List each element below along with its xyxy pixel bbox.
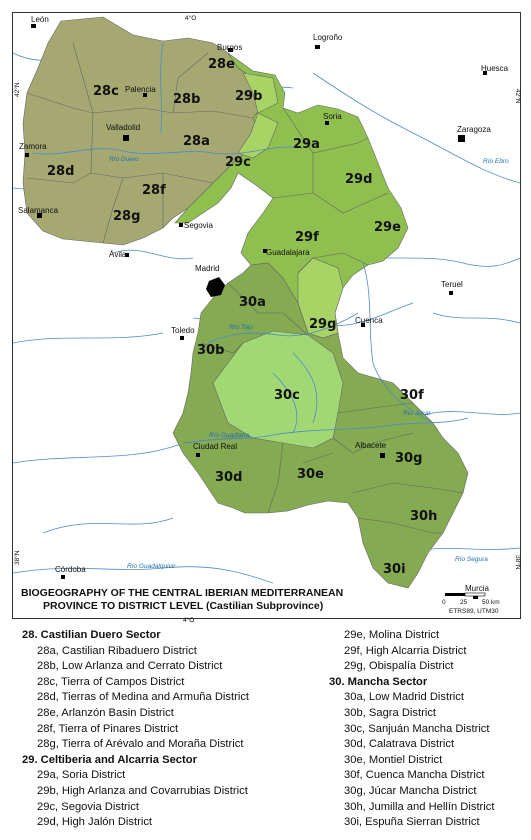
legend-district-item: 30i, Espuña Sierran District bbox=[344, 816, 480, 829]
district-label-30f: 30f bbox=[400, 388, 424, 403]
district-label-28g: 28g bbox=[113, 209, 141, 224]
district-label-28d: 28d bbox=[47, 164, 75, 179]
city-label: León bbox=[31, 15, 49, 24]
legend-district-item: 29d, High Jalón District bbox=[37, 816, 153, 829]
map-title-line-1: BIOGEOGRAPHY OF THE CENTRAL IBERIAN MEDITERRANEAN bbox=[21, 587, 344, 599]
scale-segment bbox=[445, 593, 465, 596]
legend-sector-heading: 29. Celtiberia and Alcarria Sector bbox=[22, 753, 197, 766]
city-label: Ciudad Real bbox=[193, 442, 238, 451]
map-title bbox=[21, 587, 343, 612]
legend-district-item: 29a, Soria District bbox=[37, 769, 126, 782]
legend-district-item: 30f, Cuenca Mancha District bbox=[344, 769, 485, 782]
legend-district-item: 30c, Sanjuán Mancha District bbox=[344, 722, 490, 735]
scale-segment bbox=[465, 593, 485, 596]
district-label-28b: 28b bbox=[173, 92, 201, 107]
legend-district-item: 29e, Molina District bbox=[344, 629, 440, 641]
lat-label-right: 42°N bbox=[514, 89, 521, 104]
district-label-28c: 28c bbox=[93, 84, 119, 99]
river-label: Río Ebro bbox=[483, 158, 509, 165]
city-label: Logroño bbox=[313, 33, 343, 42]
city-label: Ávila bbox=[109, 250, 127, 259]
legend-district-item: 29g, Obispalía District bbox=[344, 660, 454, 673]
river-label: Río Guadalquivir bbox=[127, 563, 176, 570]
scale-label: 25 bbox=[460, 599, 468, 606]
river-line bbox=[13, 333, 163, 343]
river-label: Río Duero bbox=[109, 156, 139, 163]
city-marker bbox=[315, 45, 320, 49]
legend-sector-heading: 28. Castilian Duero Sector bbox=[22, 629, 161, 641]
scale-bar bbox=[442, 593, 500, 615]
city-label: Toledo bbox=[171, 326, 195, 335]
district-label-29c: 29c bbox=[225, 155, 251, 170]
map-title-line-2: PROVINCE TO DISTRICT LEVEL (Castilian Subprovince) bbox=[43, 600, 324, 612]
city-marker bbox=[458, 135, 465, 142]
district-label-28f: 28f bbox=[142, 183, 166, 198]
legend-district-item: 29c, Segovia District bbox=[37, 800, 139, 813]
city-marker bbox=[180, 336, 184, 340]
lat-label-left: 42°N bbox=[14, 82, 21, 97]
legend-district-item: 30a, Low Madrid District bbox=[344, 691, 464, 704]
scale-label: 0 bbox=[442, 599, 446, 606]
legend-district-item: 29b, High Arlanza and Covarrubias District bbox=[37, 784, 248, 797]
city-label: Burgos bbox=[217, 43, 243, 52]
river-line bbox=[43, 518, 173, 533]
city-label: Soria bbox=[323, 112, 342, 121]
legend-column-1 bbox=[22, 628, 249, 831]
biogeography-map bbox=[13, 13, 520, 618]
city-marker bbox=[449, 291, 453, 295]
legend-district-item: 30h, Jumilla and Hellín District bbox=[344, 800, 495, 813]
city-label: Cuenca bbox=[355, 316, 383, 325]
district-label-30d: 30d bbox=[215, 470, 243, 485]
district-label-29d: 29d bbox=[345, 172, 373, 187]
city-label: Valladolid bbox=[106, 123, 141, 132]
river-line bbox=[13, 443, 183, 463]
legend-district-item: 28b, Low Arlanza and Cerrato District bbox=[37, 660, 223, 673]
river-label: Río Júcar bbox=[403, 410, 431, 417]
projection-label: ETRS89, UTM30 bbox=[449, 608, 499, 615]
city-label: Murcia bbox=[465, 584, 490, 593]
district-label-30c: 30c bbox=[274, 388, 300, 403]
legend-district-item: 29f, High Alcarria District bbox=[344, 644, 467, 657]
district-label-29a: 29a bbox=[293, 137, 320, 152]
lat-label-right-bottom: 38°N bbox=[514, 555, 521, 570]
city-marker bbox=[179, 223, 183, 227]
legend-district-item: 28g, Tierra of Arévalo and Moraña District bbox=[37, 738, 244, 751]
district-label-28e: 28e bbox=[208, 57, 235, 72]
city-label: Guadalajara bbox=[266, 248, 310, 257]
city-marker bbox=[61, 575, 65, 579]
legend-district-item: 28d, Tierras of Medina and Armuña District bbox=[37, 691, 250, 704]
legend-district-item: 28f, Tierra of Pinares District bbox=[37, 722, 179, 735]
city-label: Zamora bbox=[19, 142, 47, 151]
city-label: Salamanca bbox=[18, 206, 59, 215]
city-marker bbox=[196, 453, 200, 457]
district-label-29f: 29f bbox=[295, 230, 319, 245]
district-label-29e: 29e bbox=[374, 220, 401, 235]
river-label: Río Tajo bbox=[229, 324, 253, 331]
legend-district-item: 30b, Sagra District bbox=[344, 706, 437, 719]
city-label: Teruel bbox=[441, 280, 463, 289]
lat-label-left-bottom: 38°N bbox=[14, 550, 21, 565]
district-label-30h: 30h bbox=[410, 509, 438, 524]
district-label-28a: 28a bbox=[183, 134, 210, 149]
river-label: Río Segura bbox=[455, 556, 488, 563]
river-line bbox=[433, 313, 520, 323]
legend-district-item: 30g, Júcar Mancha District bbox=[344, 784, 477, 797]
city-marker bbox=[31, 24, 36, 28]
city-marker bbox=[325, 121, 329, 125]
district-label-30b: 30b bbox=[197, 343, 225, 358]
scale-label: 50 km bbox=[482, 599, 500, 606]
city-label: Huesca bbox=[481, 64, 509, 73]
district-label-30a: 30a bbox=[239, 295, 266, 310]
legend-sector-heading: 30. Mancha Sector bbox=[329, 675, 428, 688]
bottom-longitude-label: 4°O bbox=[183, 617, 195, 624]
district-label-30i: 30i bbox=[383, 562, 406, 577]
city-label: Zaragoza bbox=[457, 125, 491, 134]
district-label-30e: 30e bbox=[297, 467, 324, 482]
city-label: Palencia bbox=[125, 85, 156, 94]
legend-district-item: 28a, Castilian Ribaduero District bbox=[37, 644, 197, 657]
legend-district-item: 28e, Arlanzón Basin District bbox=[37, 706, 174, 719]
city-label: Albacete bbox=[355, 441, 387, 450]
city-label: Córdoba bbox=[55, 565, 86, 574]
legend bbox=[0, 622, 531, 840]
legend-district-item: 28c, Tierra of Campos District bbox=[37, 675, 185, 688]
river-label: Río Guadiana bbox=[209, 432, 250, 439]
legend-district-item: 30e, Montiel District bbox=[344, 753, 443, 766]
city-marker bbox=[380, 453, 385, 458]
district-label-29b: 29b bbox=[235, 89, 263, 104]
city-label: Madrid bbox=[195, 264, 220, 273]
city-marker bbox=[123, 135, 129, 141]
district-label-30g: 30g bbox=[395, 451, 423, 466]
legend-column-2 bbox=[329, 628, 494, 831]
legend-district-item: 30d, Calatrava District bbox=[344, 738, 455, 751]
top-longitude-label: 4°O bbox=[185, 15, 197, 22]
city-marker bbox=[25, 153, 29, 157]
map-frame bbox=[12, 12, 521, 619]
city-label: Segovia bbox=[184, 221, 213, 230]
district-label-29g: 29g bbox=[309, 317, 337, 332]
